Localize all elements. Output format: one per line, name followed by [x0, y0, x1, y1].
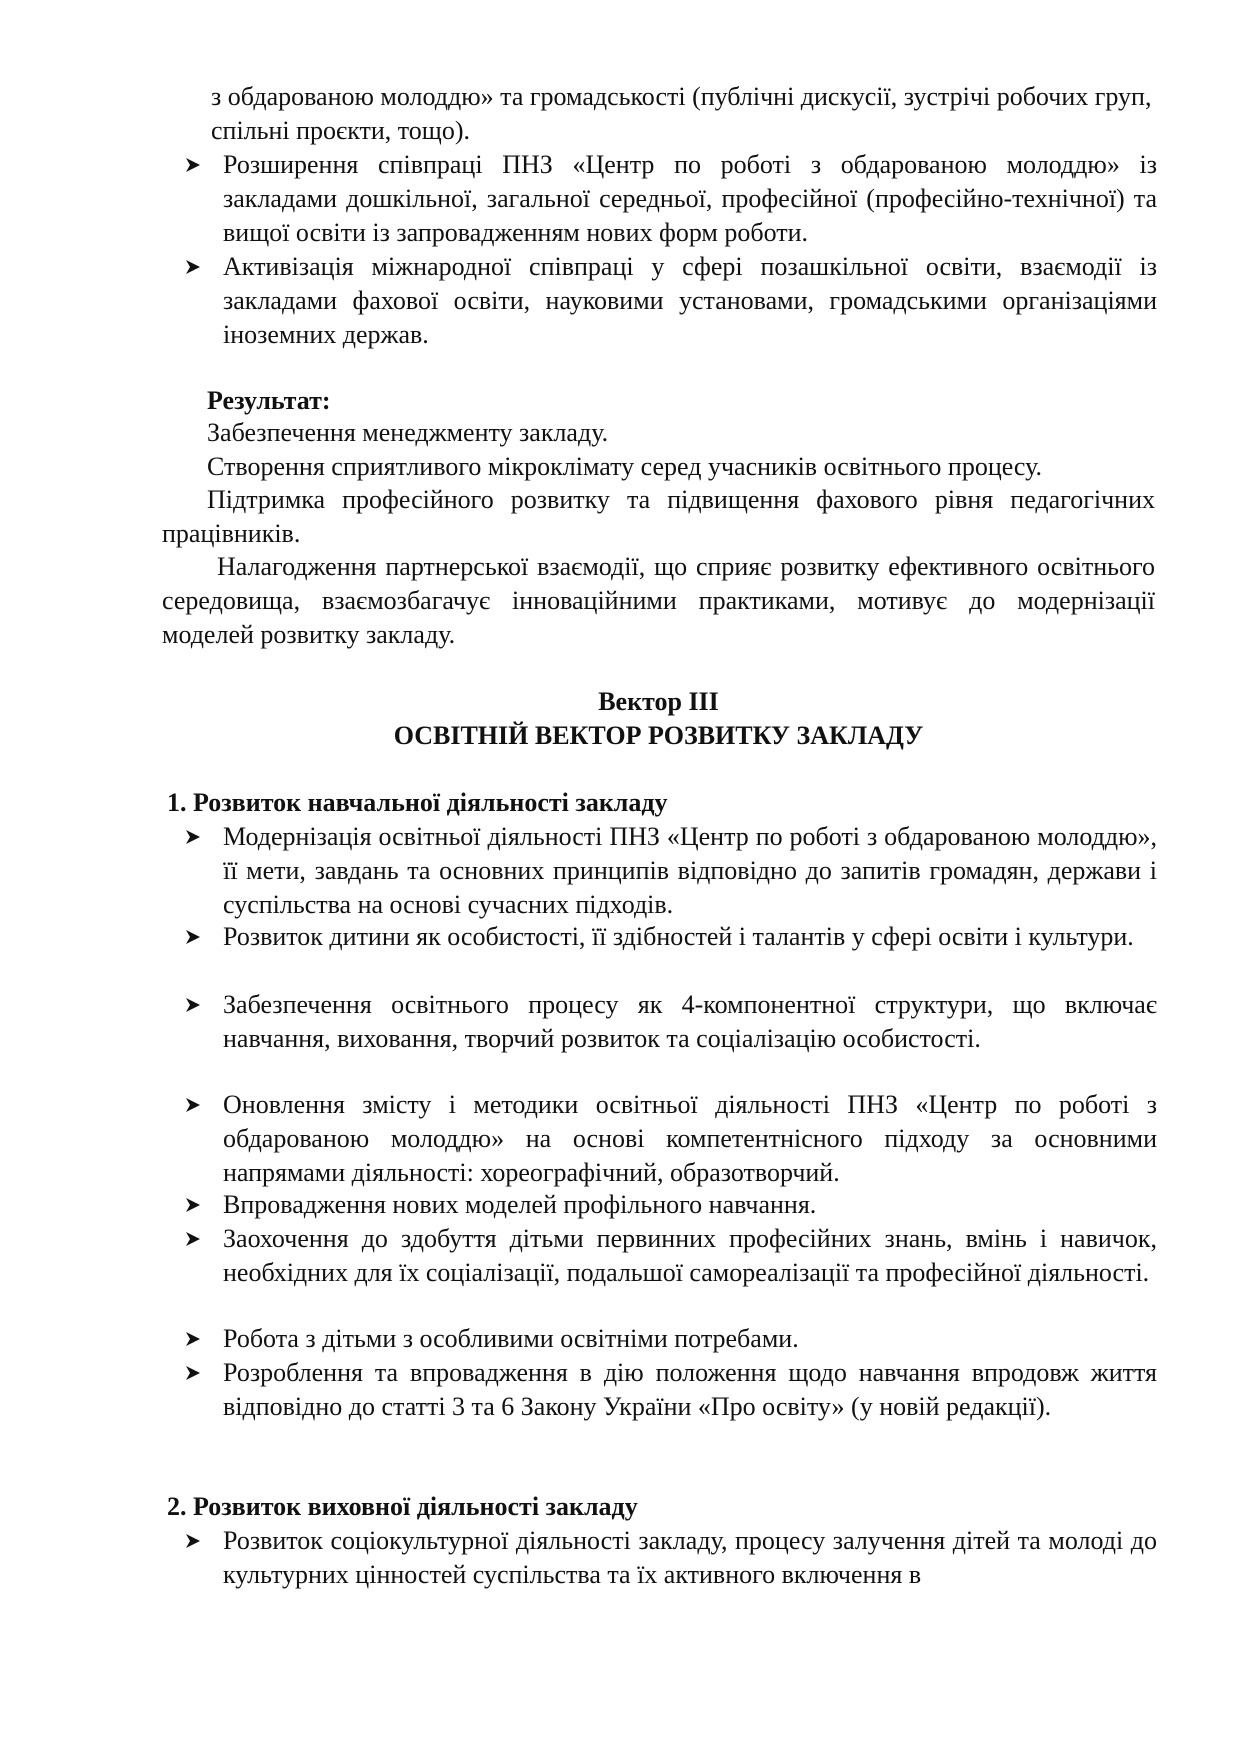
- list-item-text: Розвиток соціокультурної діяльності закладу, процесу залучення дітей та молоді до культурних цінностей суспільства та їх активного включення в: [223, 1526, 1157, 1589]
- vector-label: Вектор ІІІ: [598, 687, 719, 716]
- continuation-paragraph: з обдарованою молоддю» та громадськості (публічні дискусії, зустрічі робочих груп, спільні проєкти, тощо).: [211, 82, 1152, 145]
- result-paragraph: Налагодження партнерської взаємодії, що сприяє розвитку ефективного освітнього середовища, взаємозбагачує інноваційними практиками, мотивує до модернізації моделей розвитку закладу.: [162, 552, 1155, 649]
- list-item-text: Модернізація освітньої діяльності ПНЗ «Центр по роботі з обдарованою молоддю», її мети, завдань та основних принципів відповідно до запитів громадян, держави і суспільства на основі сучасних підходів.: [223, 822, 1157, 919]
- arrowhead-bullet-icon: [185, 1088, 207, 1122]
- arrowhead-bullet-icon: [185, 988, 207, 1022]
- list-item-text: Оновлення змісту і методики освітньої діяльності ПНЗ «Центр по роботі з обдарованою молоддю» на основі компетентнісного підходу за основними напрямами діяльності: хореографічний, образотворчий.: [223, 1090, 1157, 1187]
- result-paragraph: Підтримка професійного розвитку та підвищення фахового рівня педагогічних працівників.: [162, 485, 1155, 548]
- arrowhead-bullet-icon: [185, 920, 207, 954]
- list-item-text: Розвиток дитини як особистості, її здібностей і талантів у сфері освіти і культури.: [223, 922, 1134, 951]
- list-item-text: Впровадження нових моделей профільного навчання.: [223, 1190, 817, 1219]
- list-item-text: Розширення співпраці ПНЗ «Центр по роботі з обдарованою молоддю» із закладами дошкільної, загальної середньої, професійної (професійно-технічної) та вищої освіти із запровадженням нових форм роботи.: [223, 150, 1157, 247]
- vector-title: ОСВІТНІЙ ВЕКТОР РОЗВИТКУ ЗАКЛАДУ: [393, 721, 924, 750]
- list-item-text: Робота з дітьми з особливими освітніми потребами.: [223, 1324, 799, 1353]
- arrowhead-bullet-icon: [185, 1524, 207, 1558]
- arrowhead-bullet-icon: [185, 1222, 207, 1256]
- list-item-text: Активізація міжнародної співпраці у сфері позашкільної освіти, взаємодії із закладами фахової освіти, науковими установами, громадськими організаціями іноземних держав.: [223, 252, 1157, 349]
- section-heading: 2. Розвиток виховної діяльності закладу: [167, 1492, 638, 1521]
- list-item-text: Забезпечення освітнього процесу як 4-компонентної структури, що включає навчання, виховання, творчий розвиток та соціалізацію особистості.: [223, 990, 1157, 1053]
- arrowhead-bullet-icon: [185, 1188, 207, 1222]
- arrowhead-bullet-icon: [185, 148, 207, 182]
- list-item-text: Заохочення до здобуття дітьми первинних професійних знань, вмінь і навичок, необхідних для їх соціалізації, подальшої самореалізації та професійної діяльності.: [223, 1224, 1157, 1287]
- list-item-text: Розроблення та впровадження в дію положення щодо навчання впродовж життя відповідно до статті 3 та 6 Закону України «Про освіту» (у новій редакції).: [223, 1358, 1157, 1421]
- result-line: Забезпечення менеджменту закладу.: [207, 418, 609, 447]
- arrowhead-bullet-icon: [185, 1356, 207, 1390]
- section-heading: 1. Розвиток навчальної діяльності закладу: [167, 788, 668, 817]
- arrowhead-bullet-icon: [185, 250, 207, 284]
- result-heading: Результат:: [207, 386, 331, 415]
- arrowhead-bullet-icon: [185, 820, 207, 854]
- arrowhead-bullet-icon: [185, 1322, 207, 1356]
- result-line: Створення сприятливого мікроклімату серед учасників освітнього процесу.: [207, 452, 1043, 481]
